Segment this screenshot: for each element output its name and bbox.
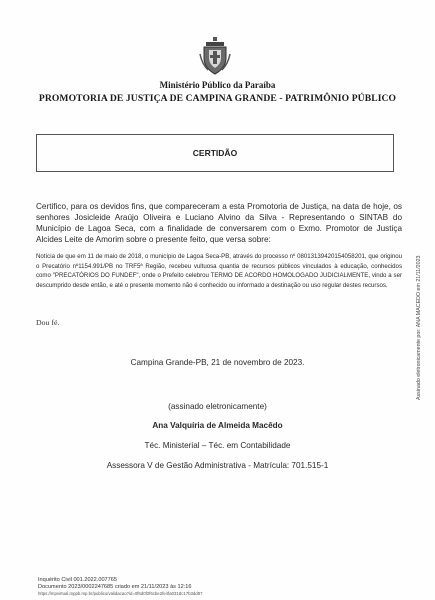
footer-validation-link[interactable]: https://mpvirtual.mppb.mp.br/publico/validacao?id=0f6d0f2f6cbe2fe4fa0318c17b3dd87 (38, 591, 203, 596)
footer-case-number: Inquérito Civil 001.2022.007765 (38, 577, 117, 583)
closing-text: Dou fé. (36, 318, 60, 327)
title-box (36, 134, 394, 172)
signer-position: Assessora V de Gestão Administrativa - Matrícula: 701.515-1 (106, 461, 329, 470)
place-date: Campina Grande-PB, 21 de novembro de 2023. (130, 358, 305, 367)
coat-of-arms-icon (198, 36, 232, 76)
signer-name: Ana Valquíria de Almeida Macêdo (152, 421, 283, 430)
electronic-signature-note: Assinado eletronicamente por: ANA MACEDO em 21/11/2023 (416, 255, 422, 400)
certification-paragraph: Certifico, para os devidos fins, que compareceram a esta Promotoria de Justiça, na data de hoje, os senhores Josicleide Araújo Oliveira e Luciano Alvino da Silva - Representando o SINTAB do Município de Lagoa Seca, com a finalidade de conversarem com o Exmo. Promotor de Justiça Alcides Leite de Amorim sobre o presente feito, que versa sobre: (36, 202, 402, 244)
office-name: PROMOTORIA DE JUSTIÇA DE CAMPINA GRANDE - PATRIMÔNIO PÚBLICO (38, 93, 397, 104)
subject-paragraph: Notícia de que em 11 de maio de 2018, o município de Lagoa Seca-PB, através do processo nº 08013139420154058201, que originou o Precatório nº1154.991/PB no TRF5ª Região, recebeu vultuosa quantia de recursos públicos vinculados à educação, conhecidos como "PRECATÓRIOS DO FUNDEF", onde o Prefeito celebrou TERMO DE ACORDO HOMOLOGADO JUDICIALMENTE, vindo a ser descumprido desde então, e até o presente momento não é conhecido ou informado a destinação ou uso regular destes recursos. (36, 253, 402, 289)
signed-note: (assinado eletronicamente) (168, 402, 267, 411)
ministry-name: Ministério Público da Paraíba (159, 80, 276, 90)
document-title: CERTIDÃO (192, 148, 238, 158)
footer-document-info: Documento 2023/0002247685 criado em 21/11/2023 às 12:16 (38, 584, 192, 590)
signer-role: Téc. Ministerial – Téc. em Contabilidade (144, 441, 291, 450)
